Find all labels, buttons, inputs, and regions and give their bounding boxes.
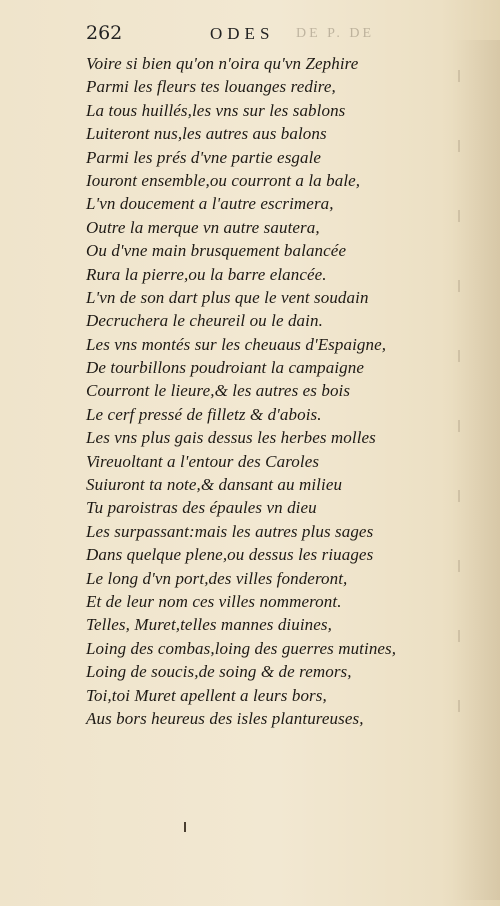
verse-line: Rura la pierre,ou la barre elancée. — [86, 264, 327, 284]
verse-line: De tourbillons poudroiant la campaigne — [86, 358, 364, 378]
verse-line: Le long d'vn port,des villes fonderont, — [86, 568, 348, 588]
verse-line: Voire si bien qu'on n'oira qu'vn Zephire — [86, 54, 359, 73]
bleed-mark — [458, 630, 490, 642]
show-through-header: DE P. DE — [296, 26, 375, 41]
verse-line: Dans quelque plene,ou dessus les riuages — [86, 545, 374, 565]
verse-line: Toi,toi Muret apellent a leurs bors, — [86, 685, 327, 705]
verse-block — [86, 52, 416, 730]
bleed-mark — [458, 420, 490, 432]
verse-line: Vireuoltant a l'entour des Caroles — [86, 451, 320, 471]
verse-line: Decruchera le cheureil ou le dain. — [86, 311, 323, 331]
bleed-mark — [458, 350, 490, 362]
verse-line: Ou d'vne main brusquement balancée — [86, 241, 347, 261]
bleed-mark — [458, 210, 490, 222]
bleed-mark — [458, 140, 490, 152]
verse-line: Parmi les prés d'vne partie esgale — [86, 147, 322, 167]
verse-line: La tous huillés,les vns sur les sablons — [86, 100, 346, 120]
verse-line: Parmi les fleurs tes louanges redire, — [86, 77, 336, 97]
verse-line: L'vn doucement a l'autre escrimera, — [86, 194, 334, 214]
verse-line: L'vn de son dart plus que le vent soudain — [86, 287, 369, 307]
verse-line: Le cerf pressé de filletz & d'abois. — [86, 404, 322, 424]
verse-line: Luiteront nus,les autres aus balons — [86, 124, 327, 144]
verse-line: Loing des combas,loing des guerres mutines, — [86, 638, 397, 658]
verse-line: Iouront ensemble,ou courront a la bale, — [86, 170, 361, 190]
verse-line: Courront le lieure,& les autres es bois — [86, 381, 351, 401]
verse-line: Loing de soucis,de soing & de remors, — [86, 662, 352, 682]
page-number: 262 — [86, 22, 123, 44]
verse-line: Et de leur nom ces villes nommeront. — [86, 591, 342, 611]
show-through-bleed — [452, 40, 500, 900]
verse-line: Suiuront ta note,& dansant au milieu — [86, 475, 343, 495]
verse-line: Les surpassant:mais les autres plus sages — [86, 521, 374, 541]
bleed-mark — [458, 700, 490, 712]
bleed-mark — [458, 70, 490, 82]
fold-mark — [184, 822, 186, 832]
bleed-mark — [458, 490, 490, 502]
bleed-mark — [458, 560, 490, 572]
verse-line: Les vns plus gais dessus les herbes molles — [86, 428, 376, 448]
section-title: ODES — [210, 24, 275, 43]
verse-line: Tu paroistras des épaules vn dieu — [86, 498, 317, 518]
verse-line: Aus bors heureus des isles plantureuses, — [86, 708, 364, 728]
bleed-mark — [458, 280, 490, 292]
verse-line: Outre la merque vn autre sautera, — [86, 217, 320, 237]
verse-line: Les vns montés sur les cheuaus d'Espaigne, — [86, 334, 387, 354]
verse-line: Telles, Muret,telles mannes diuines, — [86, 615, 332, 635]
running-head — [86, 22, 416, 48]
